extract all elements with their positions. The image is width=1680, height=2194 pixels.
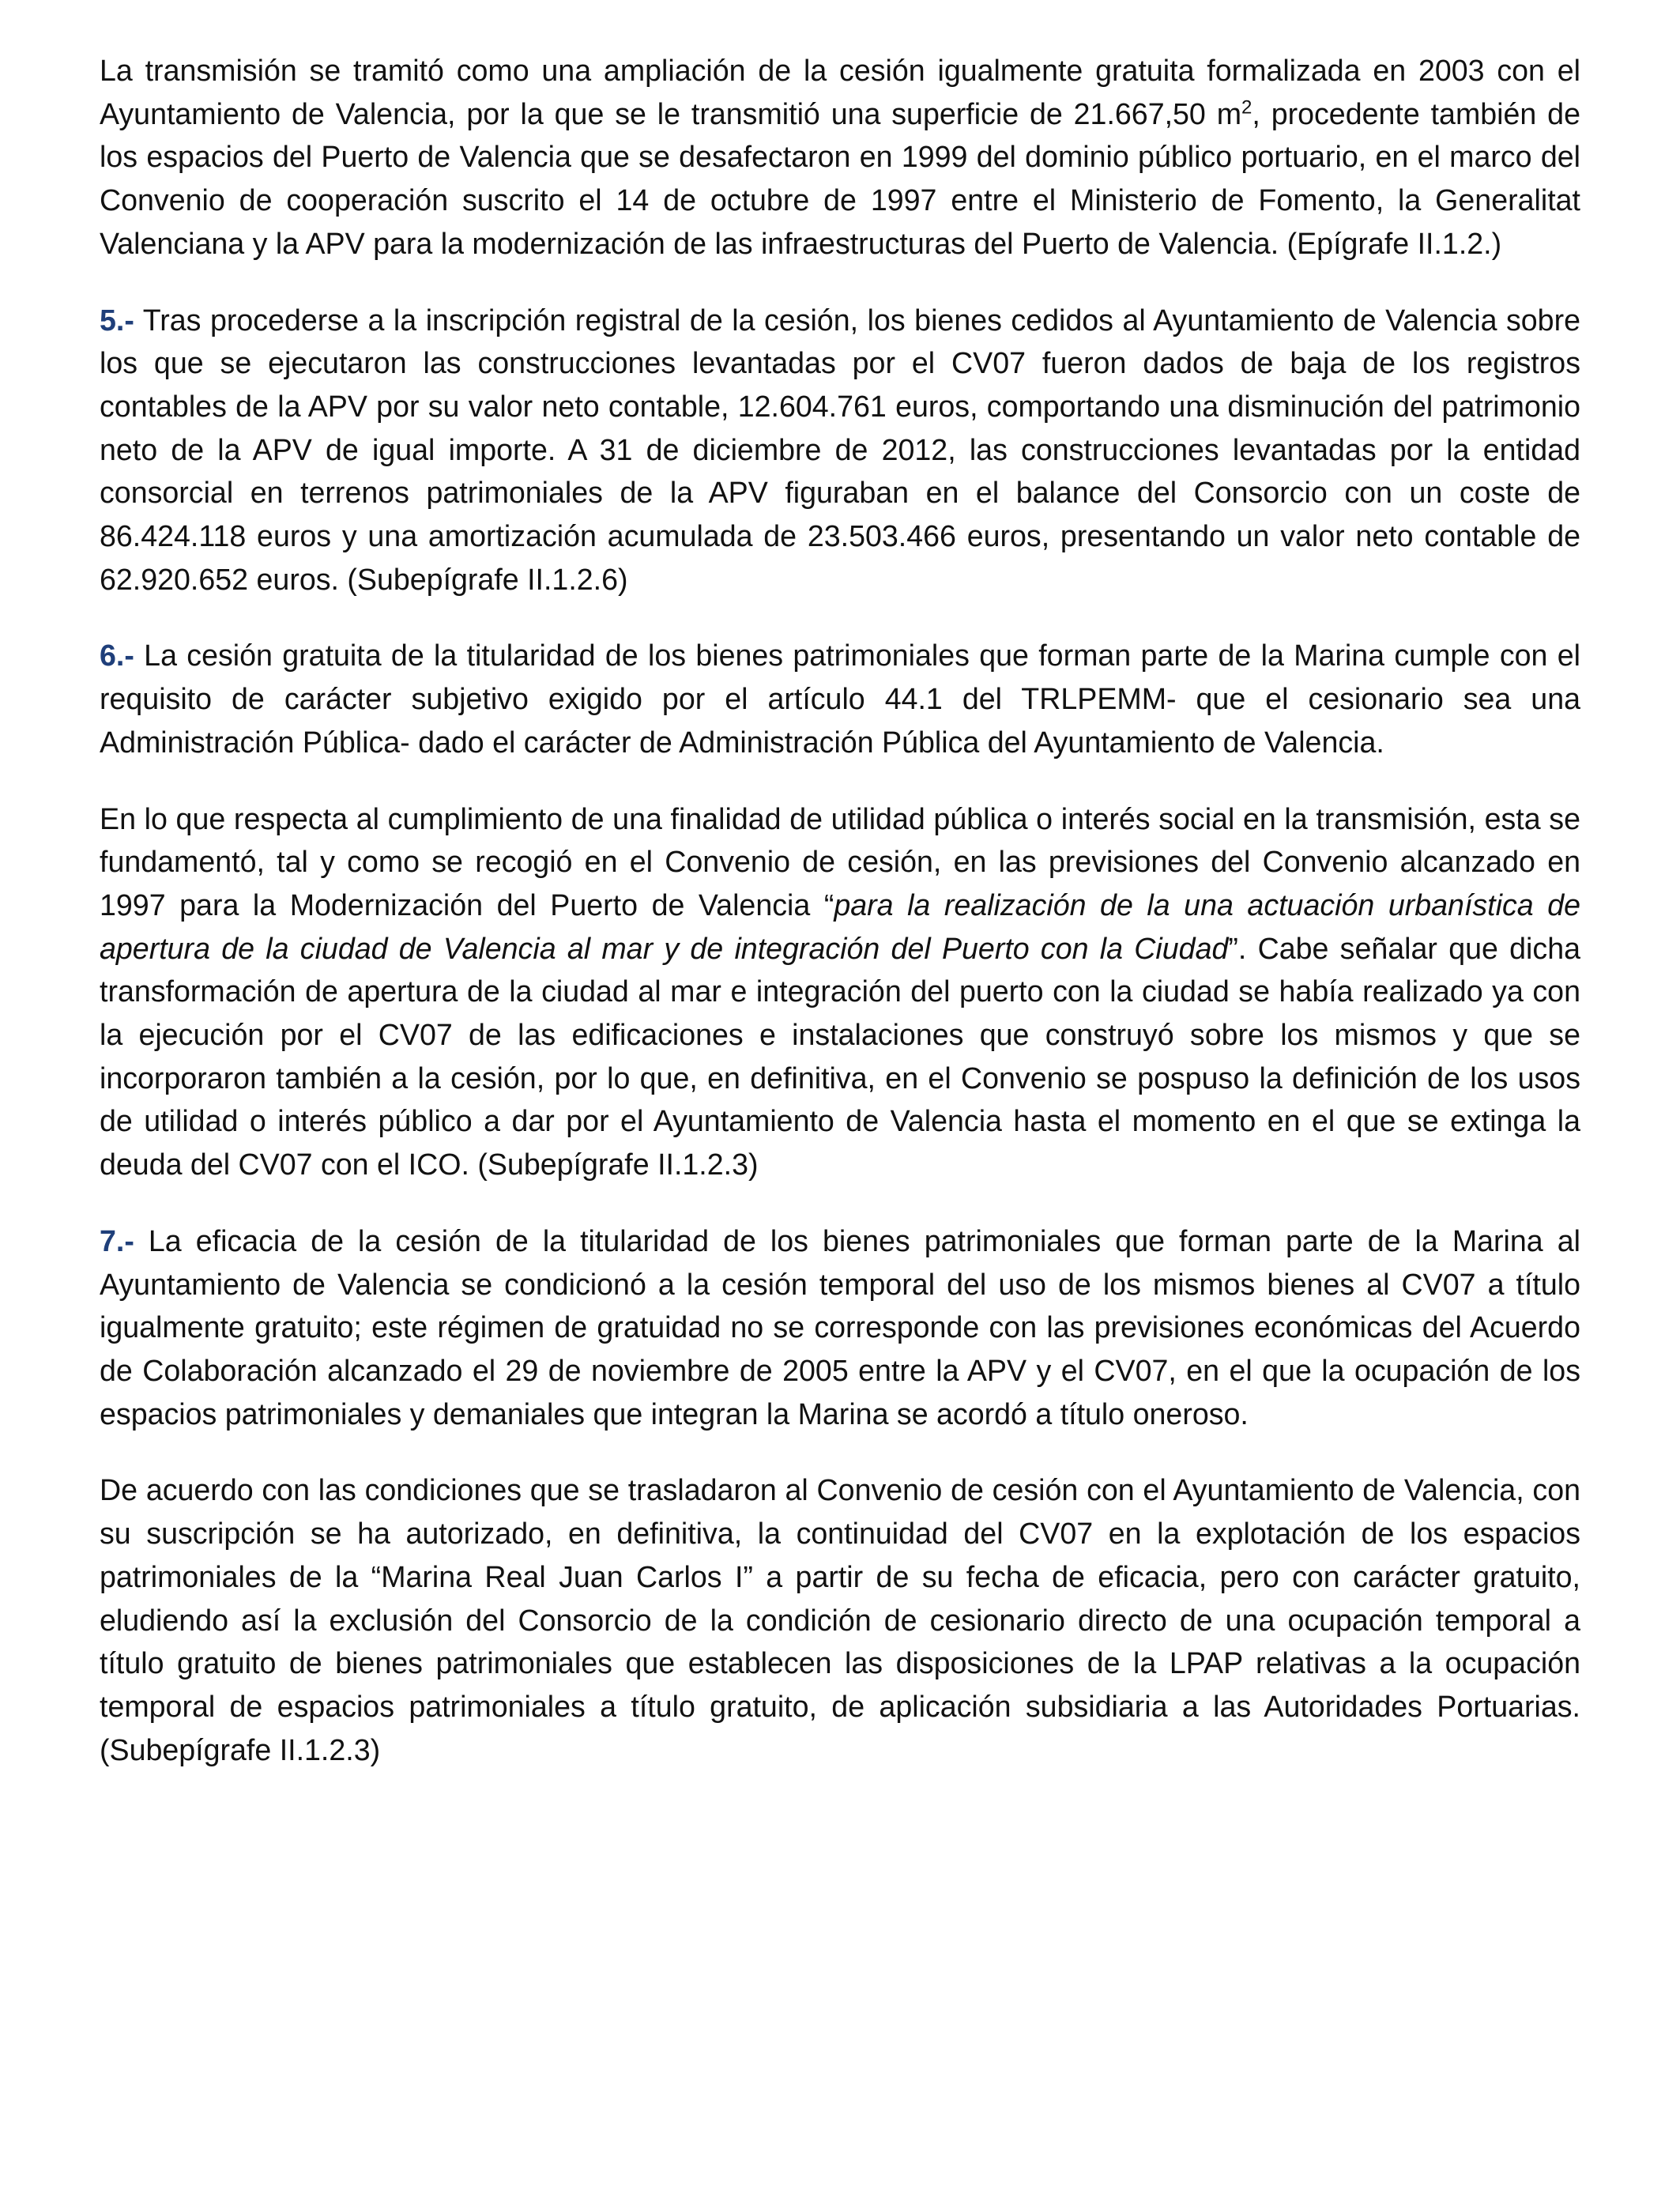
point-number-5: 5.- xyxy=(100,303,134,337)
paragraph-public-utility xyxy=(100,797,1580,1186)
paragraph-text: De acuerdo con las condiciones que se trasladaron al Convenio de cesión con el Ayuntamiento de Valencia, con su suscripción se ha autorizado, en definitiva, la continuidad del CV07 en la explotación de los espacios patrimoniales de la “Marina Real Juan Carlos I” a partir de su fecha de eficacia, pero con carácter gratuito, eludiendo así la exclusión del Consorcio de la condición de cesionario directo de una ocupación temporal a título gratuito de bienes patrimoniales que establecen las disposiciones de la LPAP relativas a la ocupación temporal de espacios patrimoniales a título gratuito, de aplicación subsidiaria a las Autoridades Portuarias. (Subepígrafe II.1.2.3) xyxy=(100,1473,1580,1766)
paragraph-text: Tras procederse a la inscripción registral de la cesión, los bienes cedidos al Ayuntamiento de Valencia sobre los que se ejecutaron las construcciones levantadas por el CV07 fueron dados de baja de los registros contables de la APV por su valor neto contable, 12.604.761 euros, comportando una disminución del patrimonio neto de la APV de igual importe. A 31 de diciembre de 2012, las construcciones levantadas por la entidad consorcial en terrenos patrimoniales de la APV figuraban en el balance del Consorcio con un coste de 86.424.118 euros y una amortización acumulada de 23.503.466 euros, presentando un valor neto contable de 62.920.652 euros. (Subepígrafe II.1.2.6) xyxy=(100,303,1580,596)
quoted-convention-text: para la realización de la una actuación urbanística de apertura de la ciudad de Valencia al mar y de integración del Puerto con la Ciudad xyxy=(100,888,1580,965)
point-number-7: 7.- xyxy=(100,1223,134,1257)
point-number-6: 6.- xyxy=(100,639,134,673)
paragraph-text: La transmisión se tramitó como una ampliación de la cesión igualmente gratuita formalizada en 2003 con el Ayuntamiento de Valencia, por la que se le transmitió una superficie de 21.667,50 m xyxy=(100,54,1580,130)
paragraph-point-6 xyxy=(100,634,1580,763)
paragraph-text-cont: , procedente también de los espacios del Puerto de Valencia que se desafectaron en 1999 del dominio público portuario, en el marco del Convenio de cooperación suscrito el 14 de octubre de 1997 entre el Ministerio de Fomento, la Generalitat Valenciana y la APV para la modernización de las infraestructuras del Puerto de Valencia. (Epígrafe II.1.2.) xyxy=(100,96,1580,260)
paragraph-text: La cesión gratuita de la titularidad de los bienes patrimoniales que forman parte de la Marina cumple con el requisito de carácter subjetivo exigido por el artículo 44.1 del TRLPEMM- que el cesionario sea una Administración Pública- dado el carácter de Administración Pública del Ayuntamiento de Valencia. xyxy=(100,639,1580,759)
paragraph-cession-2003 xyxy=(100,49,1580,266)
paragraph-text: En lo que respecta al cumplimiento de una finalidad de utilidad pública o interés social en la transmisión, esta se fundamentó, tal y como se recogió en el Convenio de cesión, en las previsiones del Convenio alcanzado en 1997 para la Modernización del Puerto de Valencia “ xyxy=(100,801,1580,922)
paragraph-conditions xyxy=(100,1468,1580,1771)
paragraph-text-cont: ”. Cabe señalar que dicha transformación de apertura de la ciudad al mar e integración del puerto con la ciudad se había realizado ya con la ejecución por el CV07 de las edificaciones e instalaciones que construyó sobre los mismos y que se incorporaron también a la cesión, por lo que, en definitiva, en el Convenio se pospuso la definición de los usos de utilidad o interés público a dar por el Ayuntamiento de Valencia hasta el momento en el que se extinga la deuda del CV07 con el ICO. (Subepígrafe II.1.2.3) xyxy=(100,931,1580,1182)
superscript-squared: 2 xyxy=(1241,96,1252,119)
paragraph-point-7 xyxy=(100,1220,1580,1436)
paragraph-text: La eficacia de la cesión de la titularidad de los bienes patrimoniales que forman parte de la Marina al Ayuntamiento de Valencia se condicionó a la cesión temporal del uso de los mismos bienes al CV07 a título igualmente gratuito; este régimen de gratuidad no se corresponde con las previsiones económicas del Acuerdo de Colaboración alcanzado el 29 de noviembre de 2005 entre la APV y el CV07, en el que la ocupación de los espacios patrimoniales y demaniales que integran la Marina se acordó a título oneroso. xyxy=(100,1223,1580,1431)
document-page xyxy=(100,49,1580,1804)
paragraph-point-5 xyxy=(100,299,1580,601)
